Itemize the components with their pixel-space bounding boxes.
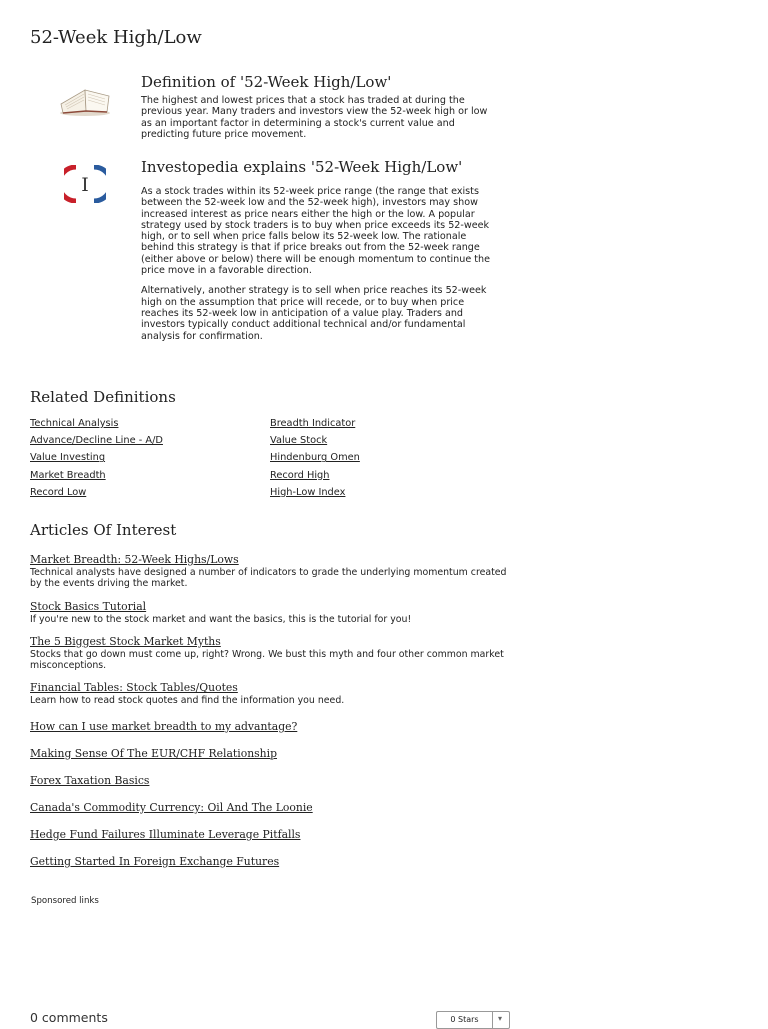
star-rating-label: 0 Stars: [450, 1015, 479, 1024]
articles-list: [30, 553, 510, 882]
related-link-market-breadth[interactable]: Market Breadth: [30, 469, 106, 481]
star-button-divider: [492, 1012, 493, 1028]
article-description: If you're new to the stock market and want the basics, this is the tutorial for you!: [30, 613, 412, 625]
sponsored-links-label: Sponsored links: [31, 896, 99, 906]
article-title-link[interactable]: How can I use market breadth to my advantage?: [30, 719, 298, 733]
article-description: Stocks that go down must come up, right? Wrong. We bust this myth and four other common market misconceptions.: [30, 648, 504, 672]
article-description: Learn how to read stock quotes and find the information you need.: [30, 695, 345, 707]
related-link-hindenburg-omen[interactable]: Hindenburg Omen: [270, 452, 360, 464]
explanation-heading: Investopedia explains '52-Week High/Low': [141, 158, 463, 176]
star-rating-button[interactable]: [436, 1011, 510, 1029]
article-title-link[interactable]: Canada's Commodity Currency: Oil And The Loonie: [30, 800, 313, 814]
related-link-high-low-index[interactable]: High-Low Index: [270, 486, 346, 498]
related-link-advance-decline[interactable]: Advance/Decline Line - A/D: [30, 435, 163, 447]
related-link-record-low[interactable]: Record Low: [30, 486, 87, 498]
comments-count[interactable]: 0 comments: [30, 1010, 108, 1025]
related-link-technical-analysis[interactable]: Technical Analysis: [30, 418, 119, 429]
explanation-paragraph-2: Alternatively, another strategy is to sell when price reaches its 52-week high on the assumption that price will recede, or to buy when price reaches its 52-week low in anticipation of a value play. Traders and investors typically conduct additional technical and/or fundamental analysis for confirmation.: [141, 285, 487, 342]
explanation-section: [141, 158, 501, 342]
explanation-paragraph-1: As a stock trades within its 52-week price range (the range that exists between the 52-week low and the 52-week high), investors may show increased interest as price nears either the high or the low. A popular strategy used by stock traders is to buy when price exceeds its 52-week high, or to sell when price falls below its 52-week low. The rationale behind this strategy is that if price breaks out from the 52-week range (either above or below) there will be enough momentum to continue the price move in a favorable direction.: [141, 186, 491, 277]
article-title-link[interactable]: The 5 Biggest Stock Market Myths: [30, 634, 221, 648]
article-item: [30, 720, 510, 733]
article-title-link[interactable]: Financial Tables: Stock Tables/Quotes: [30, 681, 238, 695]
article-item: [30, 681, 510, 706]
article-item: [30, 828, 510, 841]
related-link-value-investing[interactable]: Value Investing: [30, 452, 106, 464]
article-title-link[interactable]: Making Sense Of The EUR/CHF Relationship: [30, 746, 278, 760]
article-item: [30, 747, 510, 760]
chevron-down-icon[interactable]: ▾: [498, 1014, 503, 1023]
article-item: [30, 553, 510, 590]
related-definitions-heading: Related Definitions: [30, 388, 176, 406]
logo-letter: I: [81, 174, 89, 196]
definition-text: The highest and lowest prices that a stock has traded at during the previous year. Many traders and investors view the 52-week high or low as an important factor in determining a stock's current value and predicting future price movement.: [141, 95, 488, 140]
page-title: 52-Week High/Low: [30, 27, 202, 48]
related-link-breadth-indicator[interactable]: Breadth Indicator: [270, 418, 356, 429]
article-title-link[interactable]: Hedge Fund Failures Illuminate Leverage Pitfalls: [30, 827, 301, 841]
articles-heading: Articles Of Interest: [30, 521, 177, 539]
article-title-link[interactable]: Market Breadth: 52-Week Highs/Lows: [30, 553, 239, 566]
related-definitions-right: [270, 417, 360, 503]
article-title-link[interactable]: Stock Basics Tutorial: [30, 599, 147, 613]
investopedia-logo-icon: [64, 165, 106, 203]
article-item: [30, 855, 510, 868]
article-description: Technical analysts have designed a number of indicators to grade the underlying momentum created by the events driving the market.: [30, 567, 507, 590]
article-item: [30, 635, 510, 672]
related-link-value-stock[interactable]: Value Stock: [270, 435, 328, 447]
definition-section: [141, 73, 501, 140]
related-link-record-high[interactable]: Record High: [270, 469, 330, 481]
article-title-link[interactable]: Getting Started In Foreign Exchange Futures: [30, 854, 280, 868]
book-icon: [57, 82, 113, 118]
article-item: [30, 774, 510, 787]
definition-heading: Definition of '52-Week High/Low': [141, 73, 392, 91]
related-definitions-left: [30, 417, 163, 503]
article-item: [30, 600, 510, 625]
article-item: [30, 801, 510, 814]
article-title-link[interactable]: Forex Taxation Basics: [30, 773, 150, 787]
